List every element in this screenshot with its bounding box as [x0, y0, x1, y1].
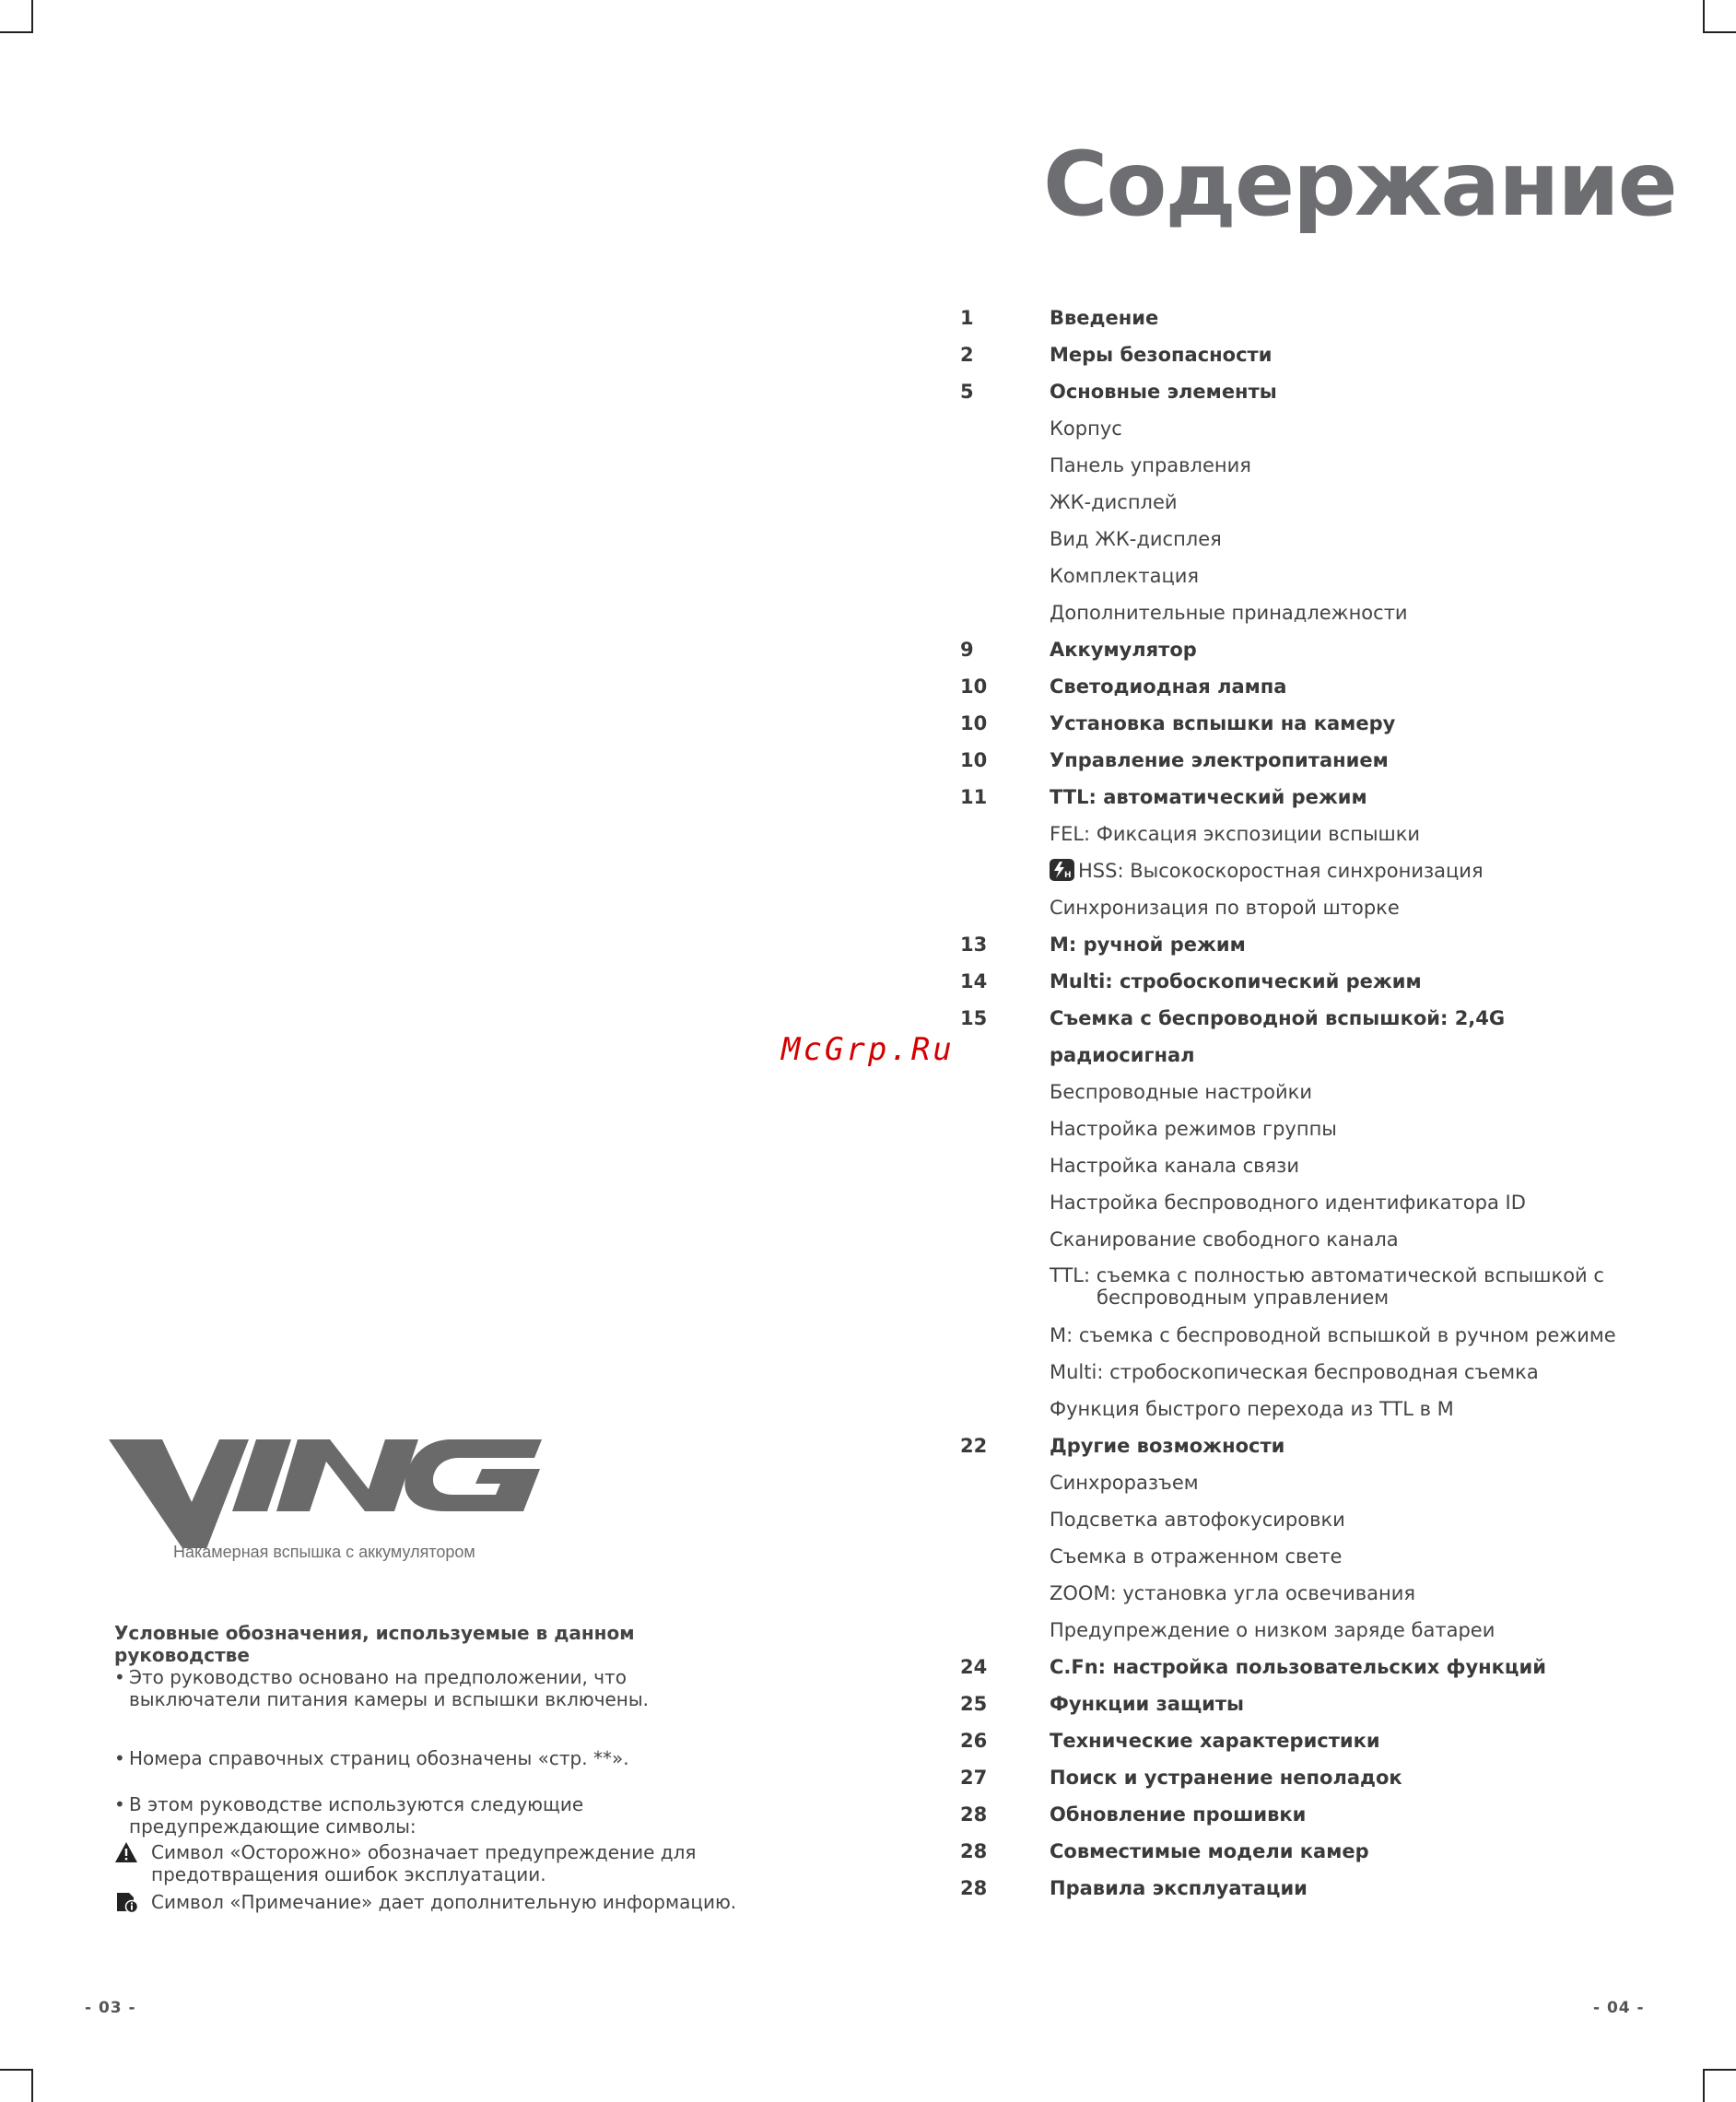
toc-entry-title	[1050, 521, 1622, 558]
toc-entry-label: Управление электропитанием	[1050, 749, 1389, 771]
toc-page-number: 26	[960, 1730, 988, 1752]
toc-entry-label: Предупреждение о низком заряде батареи	[1050, 1619, 1496, 1641]
toc-entry[interactable]	[958, 594, 1622, 631]
toc-page-number: 1	[960, 307, 974, 329]
toc-entry-label: Multi: стробоскопическая беспроводная съемка	[1050, 1361, 1539, 1383]
toc-entry-label: M: съемка с беспроводной вспышкой в ручном режиме	[1050, 1324, 1616, 1346]
legend-symbol-caution	[114, 1841, 759, 1885]
toc-page-number: 28	[960, 1803, 988, 1826]
toc-entry[interactable]	[958, 1464, 1622, 1501]
toc-entry-label: Совместимые модели камер	[1050, 1840, 1369, 1862]
page-title: Содержание	[1043, 133, 1676, 236]
toc-page-number: 10	[960, 675, 988, 698]
toc-entry-title	[1050, 1221, 1622, 1258]
toc-page-number: 28	[960, 1877, 988, 1899]
toc-entry[interactable]	[958, 1538, 1622, 1575]
toc-entry[interactable]	[958, 963, 1622, 1000]
toc-entry[interactable]	[958, 852, 1622, 889]
toc-entry-title	[1050, 1501, 1622, 1538]
toc-entry-title	[1050, 1575, 1622, 1612]
toc-entry-title	[1050, 447, 1622, 484]
toc-entry[interactable]	[958, 373, 1622, 410]
toc-entry[interactable]	[958, 1221, 1622, 1258]
legend-symbol-note	[114, 1891, 759, 1913]
svg-text:H: H	[1064, 871, 1072, 880]
toc-entry[interactable]	[958, 1870, 1622, 1907]
toc-page-number: 5	[960, 381, 974, 403]
toc-page-number: 27	[960, 1767, 988, 1789]
toc-entry[interactable]	[958, 1649, 1622, 1685]
toc-entry[interactable]	[958, 1354, 1622, 1391]
toc-page-number: 25	[960, 1693, 988, 1715]
toc-page-number: 2	[960, 344, 974, 366]
toc-entry-title	[1050, 742, 1622, 779]
toc-entry[interactable]	[958, 558, 1622, 594]
toc-entry-label: Корпус	[1050, 417, 1122, 440]
toc-entry-label: Технические характеристики	[1050, 1730, 1380, 1752]
toc-entry-title	[1050, 1538, 1622, 1575]
toc-entry-label: Поиск и устранение неполадок	[1050, 1767, 1402, 1789]
toc-entry-title	[1050, 1649, 1622, 1685]
toc-entry-title	[1050, 410, 1622, 447]
crop-mark-bottom-left	[0, 2069, 33, 2102]
toc-entry[interactable]	[958, 484, 1622, 521]
toc-entry[interactable]	[958, 1258, 1622, 1317]
toc-entry-title	[1050, 1833, 1622, 1870]
toc-entry-title	[1050, 594, 1622, 631]
toc-entry-label: Беспроводные настройки	[1050, 1081, 1312, 1103]
toc-entry[interactable]	[958, 705, 1622, 742]
toc-entry[interactable]	[958, 1612, 1622, 1649]
crop-mark-top-right	[1703, 0, 1736, 33]
toc-entry[interactable]	[958, 926, 1622, 963]
toc-page-number: 9	[960, 639, 974, 661]
legend-bullet: • Номера справочных страниц обозначены «стр. **».	[114, 1747, 759, 1769]
toc-entry[interactable]	[958, 1074, 1622, 1110]
toc-entry-label: ЖК-дисплей	[1050, 491, 1178, 513]
toc-entry-label: Обновление прошивки	[1050, 1803, 1307, 1826]
toc-entry[interactable]	[958, 668, 1622, 705]
toc-entry-title	[1050, 1796, 1622, 1833]
toc-entry-label: Основные элементы	[1050, 381, 1277, 403]
legend-bullet: • В этом руководстве используются следующие предупреждающие символы:	[114, 1793, 759, 1838]
toc-entry-title	[1050, 1074, 1622, 1110]
toc-entry-title	[1050, 889, 1622, 926]
toc-entry-title	[1050, 705, 1622, 742]
toc-page-number: 24	[960, 1656, 988, 1678]
toc-entry-title	[1050, 779, 1622, 816]
toc-entry[interactable]	[958, 299, 1622, 336]
toc-entry-title	[1050, 963, 1622, 1000]
toc-entry-title	[1050, 373, 1622, 410]
note-icon	[114, 1891, 138, 1918]
toc-entry-title	[1050, 1870, 1622, 1907]
toc-entry-title	[1050, 668, 1622, 705]
toc-entry[interactable]	[958, 1184, 1622, 1221]
table-of-contents	[958, 299, 1622, 1907]
hss-flash-icon	[1050, 859, 1074, 881]
toc-entry-title	[1050, 1354, 1622, 1391]
toc-entry-title	[1050, 1264, 1622, 1309]
toc-entry[interactable]	[958, 1722, 1622, 1759]
toc-entry-title	[1050, 1000, 1622, 1074]
caution-icon	[114, 1841, 138, 1868]
legend-title: Условные обозначения, используемые в данном руководстве	[114, 1622, 635, 1666]
toc-entry[interactable]	[958, 1685, 1622, 1722]
toc-entry[interactable]	[958, 1796, 1622, 1833]
toc-entry-label: Дополнительные принадлежности	[1050, 602, 1408, 624]
toc-entry-label: Панель управления	[1050, 454, 1251, 476]
toc-entry[interactable]	[958, 1501, 1622, 1538]
toc-entry-label: FEL: Фиксация экспозиции вспышки	[1050, 823, 1421, 845]
toc-entry-label: TTL: автоматический режим	[1050, 786, 1367, 808]
toc-entry-title	[1050, 1722, 1622, 1759]
toc-entry[interactable]	[958, 742, 1622, 779]
toc-entry[interactable]	[958, 1317, 1622, 1354]
brand-subtitle: Накамерная вспышка с аккумулятором	[173, 1543, 475, 1561]
toc-entry[interactable]	[958, 1427, 1622, 1464]
page-number-right: - 04 -	[1593, 1999, 1645, 2017]
toc-entry-label: ZOOM: установка угла освечивания	[1050, 1582, 1416, 1604]
toc-entry-title	[1050, 852, 1622, 889]
toc-entry-label: Съемка в отраженном свете	[1050, 1545, 1343, 1568]
toc-entry-label: Настройка беспроводного идентификатора ID	[1050, 1192, 1526, 1214]
toc-entry-title	[1050, 631, 1622, 668]
toc-entry-label: Вид ЖК-дисплея	[1050, 528, 1222, 550]
toc-entry-title	[1050, 1427, 1622, 1464]
toc-entry-label: TTL: съемка с полностью автоматической вспышкой с	[1050, 1264, 1604, 1286]
toc-entry[interactable]	[958, 1000, 1622, 1074]
toc-entry-label: HSS: Высокоскоростная синхронизация	[1078, 860, 1484, 882]
brand-logo	[109, 1438, 551, 1567]
toc-entry[interactable]	[958, 1759, 1622, 1796]
toc-page-number: 10	[960, 749, 988, 771]
toc-entry-label: Подсветка автофокусировки	[1050, 1509, 1345, 1531]
toc-page-number: 10	[960, 712, 988, 734]
toc-entry-title	[1050, 926, 1622, 963]
toc-entry[interactable]	[958, 779, 1622, 816]
toc-entry-title	[1050, 558, 1622, 594]
toc-page-number: 11	[960, 786, 988, 808]
toc-entry-label: C.Fn: настройка пользовательских функций	[1050, 1656, 1546, 1678]
toc-entry-title	[1050, 1391, 1622, 1427]
toc-entry-label: Синхроразъем	[1050, 1472, 1199, 1494]
toc-entry-continuation: беспроводным управлением	[1097, 1286, 1390, 1309]
page-number-left: - 03 -	[85, 1999, 136, 2017]
toc-entry-label: Введение	[1050, 307, 1159, 329]
toc-entry[interactable]	[958, 410, 1622, 447]
toc-entry-label: M: ручной режим	[1050, 934, 1246, 956]
toc-entry[interactable]	[958, 816, 1622, 852]
toc-entry-label: Настройка канала связи	[1050, 1155, 1299, 1177]
watermark: McGrp.Ru	[781, 1031, 955, 1068]
toc-entry[interactable]	[958, 1147, 1622, 1184]
toc-page-number: 15	[960, 1007, 988, 1029]
toc-entry[interactable]	[958, 336, 1622, 373]
toc-entry[interactable]	[958, 1391, 1622, 1427]
toc-entry-title	[1050, 1759, 1622, 1796]
toc-entry-title	[1050, 1110, 1622, 1147]
toc-entry-label: Multi: стробоскопический режим	[1050, 970, 1422, 992]
toc-entry[interactable]	[958, 447, 1622, 484]
toc-page-number: 13	[960, 934, 988, 956]
toc-entry-title	[1050, 1184, 1622, 1221]
toc-entry[interactable]	[958, 1575, 1622, 1612]
legend-bullet: • Это руководство основано на предположении, что выключатели питания камеры и вспышки включены.	[114, 1666, 759, 1710]
toc-entry-title	[1050, 1685, 1622, 1722]
legend-symbol-text: Символ «Осторожно» обозначает предупреждение для предотвращения ошибок эксплуатации.	[151, 1841, 697, 1885]
toc-entry-title	[1050, 484, 1622, 521]
toc-entry-title	[1050, 816, 1622, 852]
toc-page-number: 22	[960, 1435, 988, 1457]
toc-entry-label: Функция быстрого перехода из TTL в M	[1050, 1398, 1454, 1420]
toc-entry-label: Аккумулятор	[1050, 639, 1197, 661]
toc-entry[interactable]	[958, 1833, 1622, 1870]
toc-entry-title	[1050, 1147, 1622, 1184]
toc-entry[interactable]	[958, 889, 1622, 926]
toc-entry[interactable]	[958, 521, 1622, 558]
legend-symbol-text: Символ «Примечание» дает дополнительную информацию.	[151, 1891, 737, 1913]
toc-entry-label: Комплектация	[1050, 565, 1200, 587]
toc-entry-title	[1050, 1317, 1622, 1354]
toc-entry-label: Синхронизация по второй шторке	[1050, 897, 1400, 919]
toc-entry-label: Настройка режимов группы	[1050, 1118, 1337, 1140]
legend-section	[114, 1622, 759, 1919]
toc-page-number: 14	[960, 970, 988, 992]
toc-page-number: 28	[960, 1840, 988, 1862]
toc-entry-title	[1050, 1464, 1622, 1501]
toc-entry[interactable]	[958, 631, 1622, 668]
ving-logo-icon	[109, 1438, 551, 1548]
crop-mark-top-left	[0, 0, 33, 33]
toc-entry-title	[1050, 299, 1622, 336]
toc-entry-label: Меры безопасности	[1050, 344, 1273, 366]
toc-entry-label: Правила эксплуатации	[1050, 1877, 1308, 1899]
toc-entry-label: Съемка с беспроводной вспышкой: 2,4G радиосигнал	[1050, 1007, 1506, 1066]
toc-entry-title	[1050, 336, 1622, 373]
toc-entry-label: Функции защиты	[1050, 1693, 1245, 1715]
crop-mark-bottom-right	[1703, 2069, 1736, 2102]
toc-entry[interactable]	[958, 1110, 1622, 1147]
toc-entry-label: Светодиодная лампа	[1050, 675, 1287, 698]
toc-entry-label: Другие возможности	[1050, 1435, 1285, 1457]
toc-entry-label: Сканирование свободного канала	[1050, 1228, 1399, 1251]
toc-entry-label: Установка вспышки на камеру	[1050, 712, 1396, 734]
toc-entry-title	[1050, 1612, 1622, 1649]
